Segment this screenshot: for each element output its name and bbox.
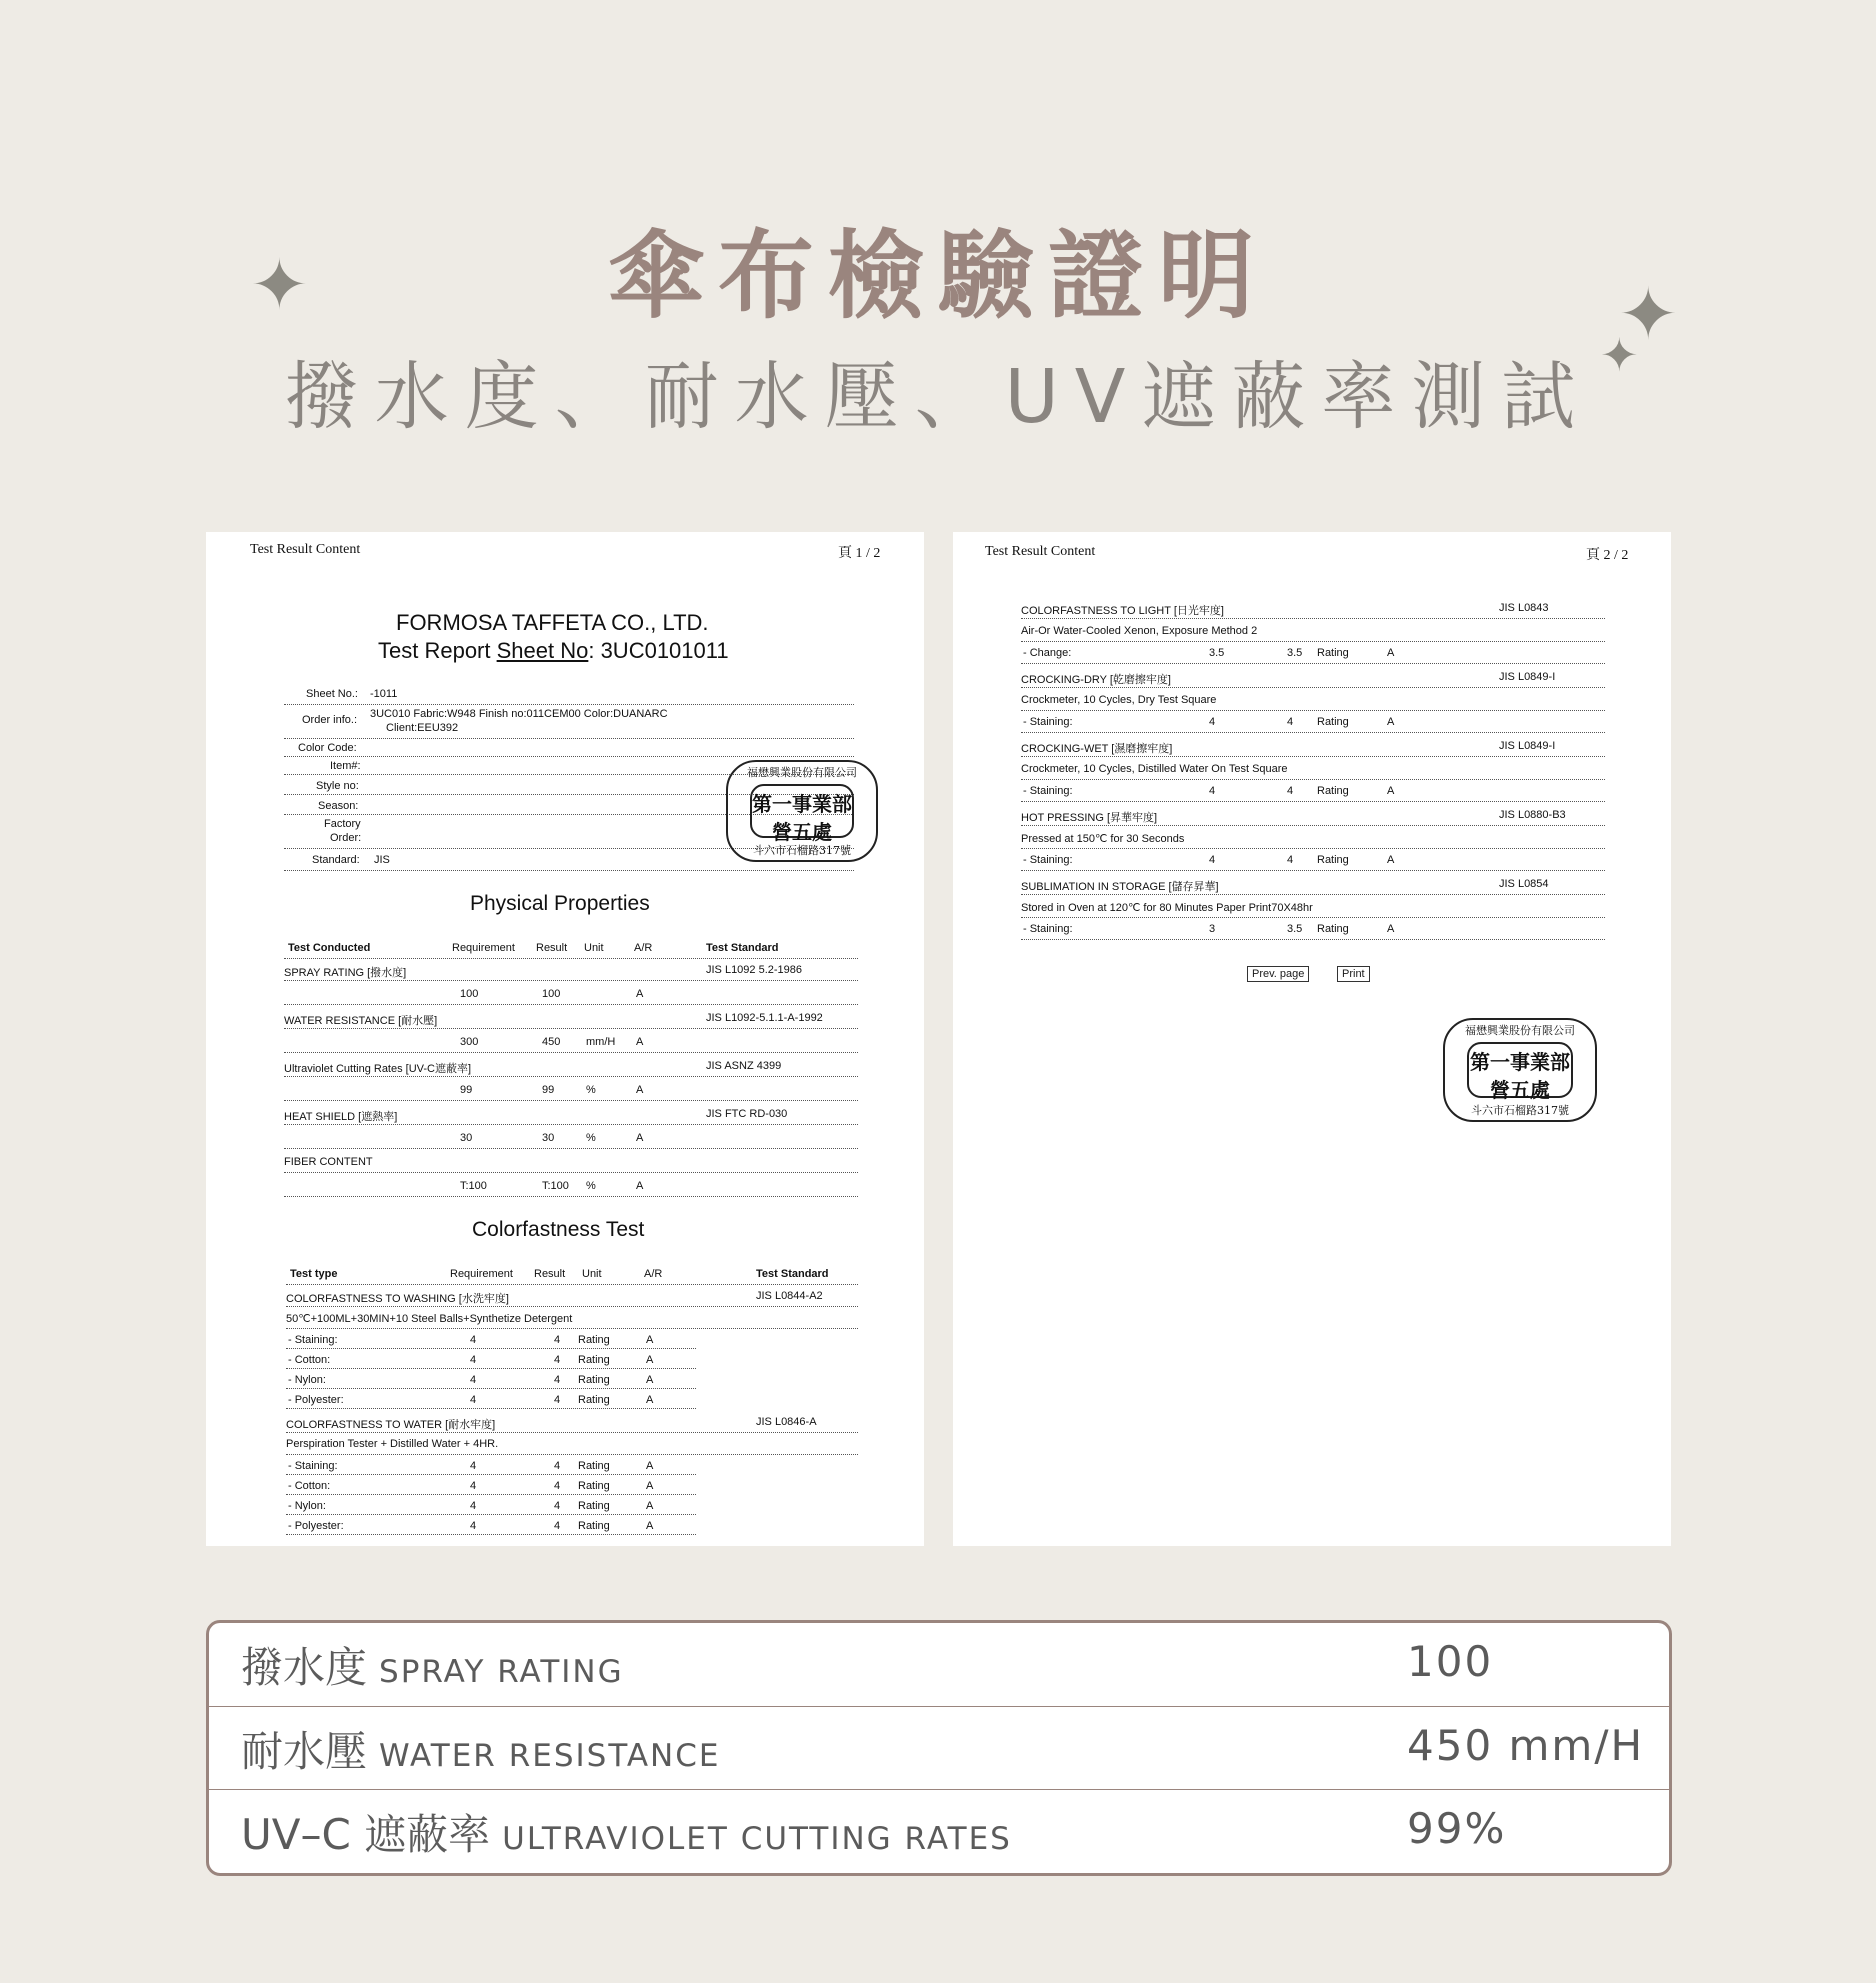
column-header: Requirement (450, 1268, 513, 1280)
dotted-divider (1021, 825, 1605, 826)
dotted-divider (284, 980, 858, 981)
requirement-value: T:100 (460, 1180, 487, 1192)
unit-value: % (586, 1132, 596, 1144)
column-header: Requirement (452, 942, 515, 954)
stamp-bottom-text: 斗六市石榴路317號 (1471, 1104, 1569, 1117)
test-name: CROCKING-DRY [乾磨擦牢度] (1021, 674, 1171, 686)
dotted-divider (1021, 779, 1605, 780)
test-standard: JIS L0844-A2 (756, 1290, 823, 1302)
unit-value: % (586, 1084, 596, 1096)
summary-label (241, 1635, 624, 1695)
column-header: A/R (644, 1268, 663, 1280)
test-standard: JIS ASNZ 4399 (706, 1060, 782, 1072)
ar-value: A (646, 1500, 654, 1512)
dotted-divider (284, 1028, 858, 1029)
test-method: Crockmeter, 10 Cycles, Dry Test Square (1021, 694, 1217, 706)
result-value: 4 (554, 1520, 561, 1532)
test-standard: JIS L0849-I (1499, 671, 1556, 683)
column-header: Unit (582, 1268, 602, 1280)
test-name: FIBER CONTENT (284, 1156, 373, 1168)
result-value: 4 (554, 1480, 561, 1492)
unit-value: Rating (578, 1394, 610, 1406)
ar-value: A (646, 1334, 654, 1346)
requirement-value: 4 (1209, 854, 1216, 866)
ar-value: A (646, 1520, 654, 1532)
sub-test-label: - Cotton: (288, 1354, 331, 1366)
ar-value: A (636, 1180, 644, 1192)
unit-value: Rating (578, 1460, 610, 1472)
report-page-1 (206, 532, 924, 1546)
ar-value: A (636, 1084, 644, 1096)
sub-test-label: - Staining: (288, 1334, 338, 1346)
ar-value: A (646, 1354, 654, 1366)
dotted-divider (284, 1076, 858, 1077)
requirement-value: 3.5 (1209, 647, 1225, 659)
result-value: 99 (542, 1084, 555, 1096)
dotted-divider (286, 1306, 858, 1307)
ar-value: A (636, 1132, 644, 1144)
dotted-divider (286, 1494, 696, 1495)
color-code-label: Color Code: (298, 742, 357, 754)
test-standard: JIS L0880-B3 (1499, 809, 1566, 821)
report-page-2 (953, 532, 1671, 1546)
test-name: HEAT SHIELD [遮熱率] (284, 1111, 398, 1123)
dotted-divider (284, 1196, 858, 1197)
sub-test-label: - Change: (1023, 647, 1072, 659)
requirement-value: 4 (470, 1394, 477, 1406)
style-label: Style no: (316, 780, 359, 792)
order-info-line1: 3UC010 Fabric:W948 Finish no:011CEM00 Color:DUANARC (370, 708, 668, 720)
test-standard: JIS L0849-I (1499, 740, 1556, 752)
sparkle-icon: ✦ (1600, 328, 1639, 382)
sheet-no-label: Sheet No.: (306, 688, 358, 700)
unit-value: Rating (1317, 854, 1349, 866)
result-value: 3.5 (1287, 923, 1303, 935)
company-seal-stamp (1443, 1018, 1597, 1122)
unit-value: Rating (1317, 647, 1349, 659)
order-info-line2: Client:EEU392 (386, 722, 459, 734)
requirement-value: 4 (470, 1520, 477, 1532)
dotted-divider (284, 1148, 858, 1149)
test-name: SPRAY RATING [撥水度] (284, 967, 407, 979)
dotted-divider (1021, 641, 1605, 642)
test-method: Air-Or Water-Cooled Xenon, Exposure Method 2 (1021, 625, 1258, 637)
requirement-value: 4 (1209, 716, 1216, 728)
dotted-divider (1021, 870, 1605, 871)
unit-value: Rating (578, 1374, 610, 1386)
ar-value: A (646, 1480, 654, 1492)
result-value: 4 (554, 1354, 561, 1366)
summary-label (241, 1719, 720, 1779)
page-number: 頁 1 / 2 (838, 546, 881, 561)
item-label: Item#: (330, 760, 361, 772)
requirement-value: 99 (460, 1084, 473, 1096)
page-subtitle: 撥水度、耐水壓、UV遮蔽率測試 (284, 354, 1592, 440)
ar-value: A (1387, 923, 1395, 935)
sub-test-label: - Staining: (1023, 854, 1073, 866)
dotted-divider (284, 1004, 858, 1005)
ar-value: A (646, 1460, 654, 1472)
summary-label-en: ULTRAVIOLET CUTTING RATES (502, 1821, 1012, 1857)
ar-value: A (636, 988, 644, 1000)
dotted-divider (286, 1454, 858, 1455)
sub-test-label: - Cotton: (288, 1480, 331, 1492)
test-method: Crockmeter, 10 Cycles, Distilled Water On Test Square (1021, 763, 1288, 775)
ar-value: A (646, 1374, 654, 1386)
ar-value: A (1387, 647, 1395, 659)
stamp-line1: 第一事業部 (1470, 1050, 1570, 1074)
dotted-divider (286, 1388, 696, 1389)
requirement-value: 4 (470, 1354, 477, 1366)
dotted-divider (284, 1100, 858, 1101)
page-header-left: Test Result Content (250, 542, 361, 557)
dotted-divider (1021, 939, 1605, 940)
sub-test-label: - Nylon: (288, 1500, 326, 1512)
page-number: 頁 2 / 2 (1586, 548, 1629, 563)
requirement-value: 100 (460, 988, 479, 1000)
stamp-top-text: 福懋興業股份有限公司 (1465, 1024, 1575, 1037)
ar-value: A (1387, 854, 1395, 866)
dotted-divider (286, 1534, 696, 1535)
report-prefix: Test Report (378, 638, 497, 663)
stamp-line2: 營五處 (772, 820, 832, 844)
dotted-divider (1021, 663, 1605, 664)
requirement-value: 4 (470, 1334, 477, 1346)
season-label: Season: (318, 800, 359, 812)
summary-row-uv (209, 1789, 1669, 1873)
dotted-divider (286, 1432, 858, 1433)
stamp-bottom-text: 斗六市石榴路317號 (753, 844, 851, 857)
column-header: Test Standard (706, 942, 779, 954)
report-sheet-number: : 3UC0101011 (588, 638, 729, 663)
dotted-divider (1021, 917, 1605, 918)
result-value: 4 (554, 1374, 561, 1386)
sheet-no-value: -1011 (370, 688, 398, 700)
result-value: 4 (554, 1460, 561, 1472)
sparkle-icon: ✦ (1618, 272, 1679, 356)
dotted-divider (1021, 756, 1605, 757)
sub-test-label: - Polyester: (288, 1394, 344, 1406)
report-sheet-label: Sheet No (496, 638, 589, 663)
dotted-divider (286, 1474, 696, 1475)
column-header: A/R (634, 942, 653, 954)
summary-value: 450 mm/H (1407, 1721, 1645, 1770)
test-name: SUBLIMATION IN STORAGE [儲存昇華] (1021, 881, 1219, 893)
result-value: 100 (542, 988, 561, 1000)
column-header: Result (534, 1268, 566, 1280)
dotted-divider (286, 1348, 696, 1349)
test-method: Stored in Oven at 120℃ for 80 Minutes Paper Print70X48hr (1021, 902, 1313, 914)
summary-table (206, 1620, 1672, 1876)
stamp-top-text: 福懋興業股份有限公司 (747, 766, 857, 779)
result-value: 30 (542, 1132, 555, 1144)
dotted-divider (284, 1124, 858, 1125)
test-standard: JIS L1092 5.2-1986 (706, 964, 803, 976)
test-name: CROCKING-WET [濕磨擦牢度] (1021, 743, 1173, 755)
print-button[interactable]: Print (1337, 966, 1370, 982)
dotted-divider (286, 1514, 696, 1515)
requirement-value: 4 (1209, 785, 1216, 797)
unit-value: Rating (578, 1500, 610, 1512)
test-standard: JIS FTC RD-030 (706, 1108, 788, 1120)
sub-test-label: - Polyester: (288, 1520, 344, 1532)
result-value: 4 (554, 1334, 561, 1346)
summary-value: 99% (1407, 1804, 1507, 1853)
requirement-value: 4 (470, 1500, 477, 1512)
unit-value: Rating (578, 1334, 610, 1346)
summary-label-en: WATER RESISTANCE (379, 1738, 721, 1774)
summary-label-zh: 撥水度 (241, 1643, 368, 1692)
column-header: Result (536, 942, 568, 954)
summary-row-water (209, 1706, 1669, 1790)
test-standard: JIS L0854 (1499, 878, 1549, 890)
unit-value: mm/H (586, 1036, 616, 1048)
dotted-divider (1021, 732, 1605, 733)
unit-value: Rating (578, 1354, 610, 1366)
test-standard: JIS L0843 (1499, 602, 1549, 614)
test-standard: JIS L0846-A (756, 1416, 817, 1428)
summary-label-en: SPRAY RATING (379, 1654, 624, 1690)
prev-page-button[interactable]: Prev. page (1247, 966, 1309, 982)
column-header: Test Conducted (288, 942, 371, 954)
test-standard: JIS L1092-5.1.1-A-1992 (706, 1012, 823, 1024)
test-name: WATER RESISTANCE [耐水壓] (284, 1015, 438, 1027)
page-header-left: Test Result Content (985, 544, 1096, 559)
sub-test-label: - Staining: (288, 1460, 338, 1472)
sub-test-label: - Staining: (1023, 923, 1073, 935)
sub-test-label: - Nylon: (288, 1374, 326, 1386)
summary-row-spray (209, 1623, 1669, 1706)
factory-label: Factory (324, 818, 361, 830)
ar-value: A (1387, 716, 1395, 728)
dotted-divider (286, 1368, 696, 1369)
unit-value: Rating (1317, 716, 1349, 728)
ar-value: A (646, 1394, 654, 1406)
summary-label (241, 1802, 1012, 1862)
colorfastness-heading: Colorfastness Test (472, 1218, 645, 1241)
unit-value: Rating (1317, 785, 1349, 797)
result-value: 4 (554, 1394, 561, 1406)
dotted-divider (286, 1328, 858, 1329)
ar-value: A (1387, 785, 1395, 797)
requirement-value: 300 (460, 1036, 479, 1048)
order-info-label: Order info.: (302, 714, 358, 726)
dotted-divider (1021, 848, 1605, 849)
test-name: COLORFASTNESS TO WASHING [水洗牢度] (286, 1293, 509, 1305)
result-value: T:100 (542, 1180, 569, 1192)
stamp-line1: 第一事業部 (752, 792, 852, 816)
column-header: Unit (584, 942, 604, 954)
column-header: Test Standard (756, 1268, 829, 1280)
test-name: COLORFASTNESS TO WATER [耐水牢度] (286, 1419, 496, 1431)
test-method: 50℃+100ML+30MIN+10 Steel Balls+Synthetize Detergent (286, 1313, 573, 1325)
sub-test-label: - Staining: (1023, 785, 1073, 797)
requirement-value: 4 (470, 1374, 477, 1386)
result-value: 4 (554, 1500, 561, 1512)
requirement-value: 3 (1209, 923, 1216, 935)
test-method: Pressed at 150℃ for 30 Seconds (1021, 833, 1185, 845)
result-value: 4 (1287, 854, 1294, 866)
dotted-divider (1021, 894, 1605, 895)
result-value: 4 (1287, 716, 1294, 728)
standard-value: JIS (374, 854, 390, 866)
requirement-value: 4 (470, 1460, 477, 1472)
test-method: Perspiration Tester + Distilled Water + 4HR. (286, 1438, 499, 1450)
test-name: COLORFASTNESS TO LIGHT [日光牢度] (1021, 605, 1224, 617)
unit-value: % (586, 1180, 596, 1192)
dotted-divider (1021, 801, 1605, 802)
result-value: 4 (1287, 785, 1294, 797)
stamp-line2: 營五處 (1490, 1078, 1550, 1102)
unit-value: Rating (578, 1480, 610, 1492)
standard-label: Standard: (312, 854, 360, 866)
dotted-divider (1021, 687, 1605, 688)
report-number (378, 638, 729, 664)
dotted-divider (286, 1284, 858, 1285)
sub-test-label: - Staining: (1023, 716, 1073, 728)
sparkle-icon: ✦ (250, 244, 309, 326)
test-name: HOT PRESSING [昇華牢度] (1021, 812, 1158, 824)
company-seal-stamp (726, 760, 878, 862)
requirement-value: 30 (460, 1132, 473, 1144)
physical-properties-heading: Physical Properties (470, 892, 650, 915)
result-value: 450 (542, 1036, 561, 1048)
order-label: Order: (330, 832, 362, 844)
requirement-value: 4 (470, 1480, 477, 1492)
company-name: FORMOSA TAFFETA CO., LTD. (396, 610, 709, 635)
unit-value: Rating (1317, 923, 1349, 935)
dotted-divider (284, 1052, 858, 1053)
dotted-divider (1021, 618, 1605, 619)
dotted-divider (284, 958, 858, 959)
ar-value: A (636, 1036, 644, 1048)
page-title: 傘布檢驗證明 (608, 219, 1268, 332)
dotted-divider (1021, 710, 1605, 711)
test-name: Ultraviolet Cutting Rates [UV-C遮蔽率] (284, 1063, 472, 1075)
column-header: Test type (290, 1268, 338, 1280)
summary-label-zh: UV–C 遮蔽率 (241, 1810, 491, 1859)
dotted-divider (284, 1172, 858, 1173)
unit-value: Rating (578, 1520, 610, 1532)
summary-value: 100 (1407, 1637, 1494, 1686)
dotted-divider (286, 1408, 696, 1409)
result-value: 3.5 (1287, 647, 1303, 659)
summary-label-zh: 耐水壓 (241, 1727, 368, 1776)
